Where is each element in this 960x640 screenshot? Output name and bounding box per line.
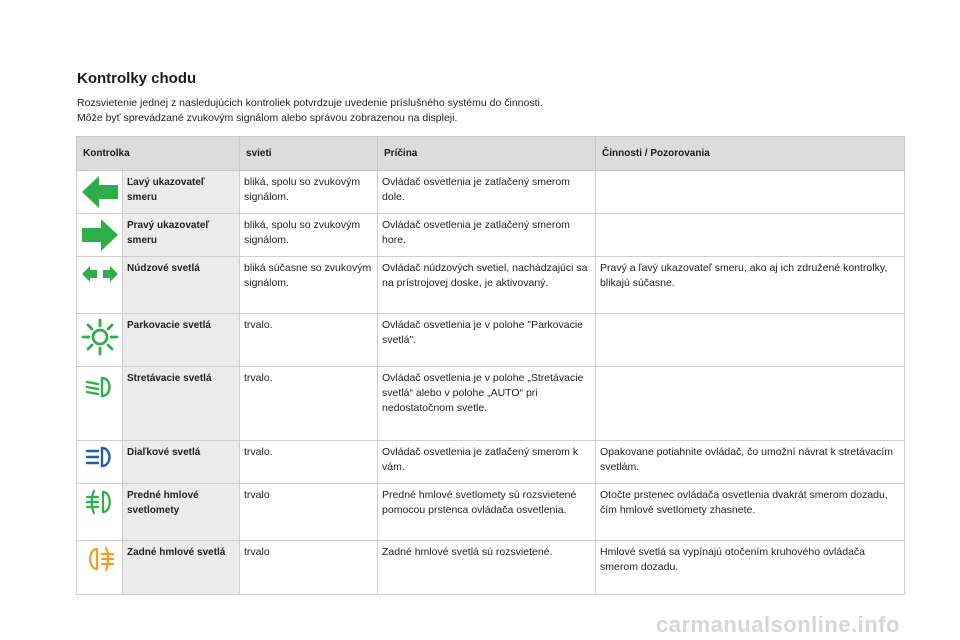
table-row <box>77 367 905 441</box>
low-beam-icon <box>81 375 118 399</box>
light-lit: trvalo. <box>240 441 378 484</box>
light-cause: Ovládač osvetlenia je zatlačený smerom k vám. <box>378 441 596 484</box>
header-svieti: svieti <box>240 137 378 171</box>
right-turn-arrow-icon <box>81 218 118 252</box>
light-name: Pravý ukazovateľ smeru <box>123 214 240 257</box>
page-title: Kontrolky chodu <box>77 70 197 87</box>
light-name: Stretávacie svetlá <box>123 367 240 441</box>
intro-line: Rozsvietenie jednej z nasledujúcich kontroliek potvrdzuje uvedenie príslušného systému do činnosti. <box>77 97 543 109</box>
light-name: Núdzové svetlá <box>123 257 240 314</box>
table-row <box>77 314 905 367</box>
light-name: Zadné hmlové svetlá <box>123 541 240 595</box>
intro-line: Môže byť sprevádzané zvukovým signálom alebo správou zobrazenou na displeji. <box>77 112 458 124</box>
warning-lights-table <box>76 136 905 595</box>
intro-text <box>77 96 543 126</box>
high-beam-icon <box>81 445 118 469</box>
light-cause: Zadné hmlové svetlá sú rozsvietené. <box>378 541 596 595</box>
light-name: Parkovacie svetlá <box>123 314 240 367</box>
parking-lights-icon <box>81 318 118 356</box>
light-action: Opakovane potiahnite ovládač, čo umožní návrat k stretávacím svetlám. <box>596 441 905 484</box>
light-lit: bliká súčasne so zvukovým signálom. <box>240 257 378 314</box>
header-kontrolka: Kontrolka <box>77 137 240 171</box>
light-action <box>596 171 905 214</box>
table-header-row <box>77 137 905 171</box>
header-cinnosti: Činnosti / Pozorovania <box>596 137 905 171</box>
light-lit: trvalo <box>240 541 378 595</box>
light-name: Ľavý ukazovateľ smeru <box>123 171 240 214</box>
table-row <box>77 214 905 257</box>
light-cause: Ovládač osvetlenia je zatlačený smerom dole. <box>378 171 596 214</box>
light-action <box>596 367 905 441</box>
light-cause: Ovládač núdzových svetiel, nachádzajúci sa na prístrojovej doske, je aktivovaný. <box>378 257 596 314</box>
light-name: Diaľkové svetlá <box>123 441 240 484</box>
table-row <box>77 541 905 595</box>
light-cause: Predné hmlové svetlomety sú rozsvietené pomocou prstenca ovládača osvetlenia. <box>378 484 596 541</box>
light-action: Hmlové svetlá sa vypínajú otočením kruhového ovládača smerom dozadu. <box>596 541 905 595</box>
light-lit: trvalo. <box>240 367 378 441</box>
light-lit: trvalo <box>240 484 378 541</box>
table-row <box>77 441 905 484</box>
light-cause: Ovládač osvetlenia je zatlačený smerom hore. <box>378 214 596 257</box>
light-name: Predné hmlové svetlomety <box>123 484 240 541</box>
table-row <box>77 171 905 214</box>
light-lit: bliká, spolu so zvukovým signálom. <box>240 171 378 214</box>
table-row <box>77 484 905 541</box>
light-action <box>596 214 905 257</box>
rear-fog-icon <box>81 545 118 573</box>
light-cause: Ovládač osvetlenia je v polohe "Parkovacie svetlá". <box>378 314 596 367</box>
hazard-arrows-icon <box>81 265 118 283</box>
table-row <box>77 257 905 314</box>
light-action: Pravý a ľavý ukazovateľ smeru, ako aj ich združené kontrolky, blikajú súčasne. <box>596 257 905 314</box>
light-action <box>596 314 905 367</box>
light-lit: trvalo. <box>240 314 378 367</box>
watermark: carmanualsonline.info <box>656 612 900 637</box>
front-fog-icon <box>81 488 118 516</box>
header-pricina: Príčina <box>378 137 596 171</box>
light-lit: bliká, spolu so zvukovým signálom. <box>240 214 378 257</box>
light-action: Otočte prstenec ovládača osvetlenia dvakrát smerom dozadu, čím hmlové svetlomety zhasnete. <box>596 484 905 541</box>
light-cause: Ovládač osvetlenia je v polohe „Stretávacie svetlá“ alebo v polohe „AUTO“ pri nedostatočnom svetle. <box>378 367 596 441</box>
left-turn-arrow-icon <box>81 175 118 209</box>
